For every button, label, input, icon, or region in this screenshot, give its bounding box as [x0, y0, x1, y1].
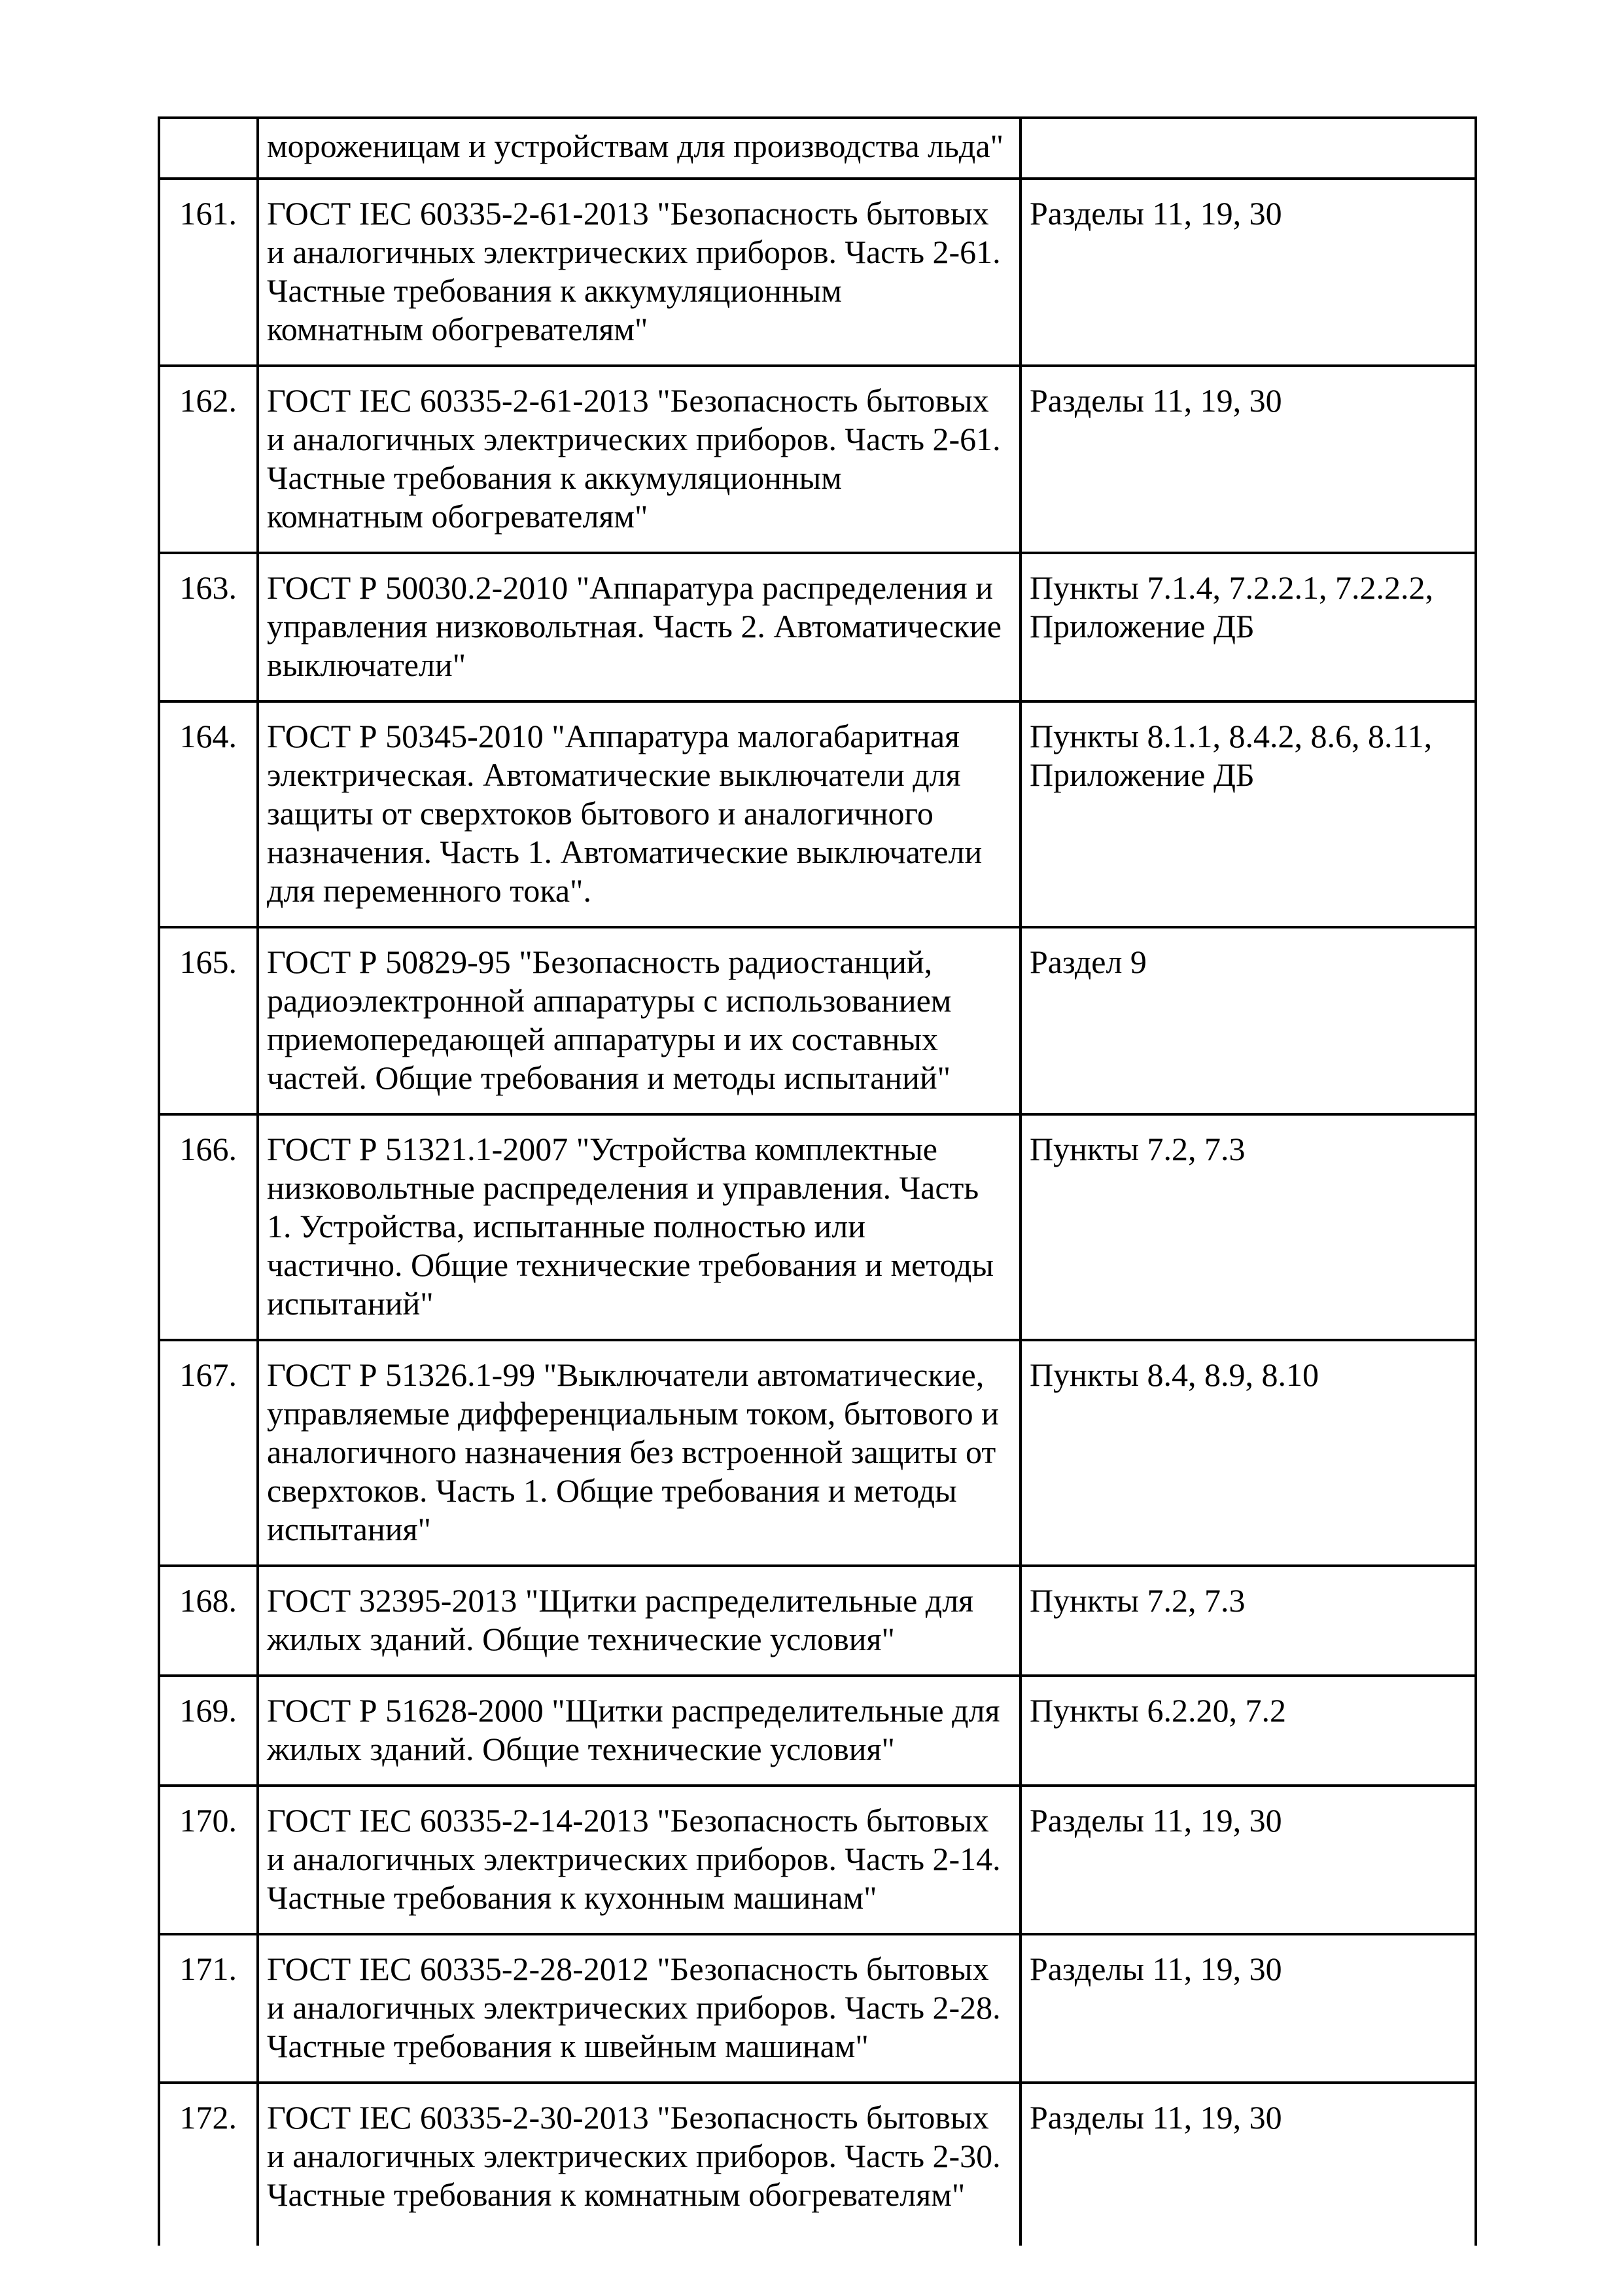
- table-row: [159, 179, 1476, 366]
- standard-title: [258, 2083, 1021, 2246]
- row-number: 161.: [159, 179, 258, 366]
- standard-title-line: испытаний": [267, 1285, 434, 1322]
- row-number: 167.: [159, 1340, 258, 1566]
- standard-title-line: выключатели": [267, 646, 466, 683]
- sections-line: Приложение ДБ: [1030, 608, 1255, 645]
- sections-cell: Пункты 7.2, 7.3: [1021, 1566, 1476, 1676]
- standard-title: [258, 118, 1021, 179]
- row-number: 163.: [159, 553, 258, 701]
- standard-title-line: частично. Общие технические требования и методы: [267, 1246, 994, 1283]
- sections-cell: [1021, 118, 1476, 179]
- table-row: [159, 1114, 1476, 1340]
- standard-title: [258, 1786, 1021, 1934]
- sections-cell: Разделы 11, 19, 30: [1021, 179, 1476, 366]
- table-row: [159, 1786, 1476, 1934]
- standard-title-line: ГОСТ IEC 60335-2-61-2013 "Безопасность бытовых: [267, 195, 989, 232]
- standard-title: [258, 1114, 1021, 1340]
- standard-title-line: ГОСТ Р 50829-95 "Безопасность радиостанций,: [267, 944, 933, 980]
- standard-title-line: ГОСТ IEC 60335-2-61-2013 "Безопасность бытовых: [267, 382, 989, 419]
- table-row-continuation: [159, 118, 1476, 179]
- table-row: [159, 553, 1476, 701]
- standard-title: [258, 1934, 1021, 2083]
- table-row: [159, 1340, 1476, 1566]
- row-number: 168.: [159, 1566, 258, 1676]
- table-row: [159, 2083, 1476, 2246]
- sections-cell: Разделы 11, 19, 30: [1021, 1934, 1476, 2083]
- standard-title-line: жилых зданий. Общие технические условия": [267, 1621, 895, 1657]
- sections-cell: Пункты 6.2.20, 7.2: [1021, 1676, 1476, 1786]
- sections-cell: Пункты 7.2, 7.3: [1021, 1114, 1476, 1340]
- row-number: 169.: [159, 1676, 258, 1786]
- row-number: 162.: [159, 366, 258, 553]
- standard-title-line: мороженицам и устройствам для производства льда": [267, 128, 1003, 164]
- standard-title: [258, 927, 1021, 1114]
- standard-title-line: ГОСТ Р 50030.2-2010 "Аппаратура распределения и: [267, 569, 993, 606]
- row-number: 170.: [159, 1786, 258, 1934]
- standard-title-line: радиоэлектронной аппаратуры с использованием: [267, 982, 952, 1019]
- standard-title-line: испытания": [267, 1511, 431, 1547]
- standard-title-line: аналогичного назначения без встроенной защиты от: [267, 1434, 996, 1470]
- row-number: 172.: [159, 2083, 258, 2246]
- standard-title-line: электрическая. Автоматические выключатели для: [267, 756, 961, 793]
- standard-title-line: сверхтоков. Часть 1. Общие требования и методы: [267, 1472, 957, 1509]
- standard-title-line: и аналогичных электрических приборов. Часть 2-14.: [267, 1841, 1001, 1877]
- standard-title: [258, 701, 1021, 927]
- standard-title-line: и аналогичных электрических приборов. Часть 2-61.: [267, 234, 1001, 270]
- standard-title-line: комнатным обогревателям": [267, 311, 648, 347]
- standard-title-line: ГОСТ Р 51326.1-99 "Выключатели автоматические,: [267, 1356, 985, 1393]
- standard-title-line: приемопередающей аппаратуры и их составных: [267, 1021, 938, 1057]
- sections-cell: [1021, 553, 1476, 701]
- sections-cell: [1021, 701, 1476, 927]
- sections-cell: Раздел 9: [1021, 927, 1476, 1114]
- standard-title-line: ГОСТ Р 51321.1-2007 "Устройства комплектные: [267, 1131, 937, 1167]
- standard-title-line: управляемые дифференциальным током, бытового и: [267, 1395, 999, 1432]
- row-number: 165.: [159, 927, 258, 1114]
- standards-table: [158, 116, 1477, 2246]
- standard-title: [258, 1676, 1021, 1786]
- standard-title-line: и аналогичных электрических приборов. Часть 2-30.: [267, 2138, 1001, 2174]
- row-number: [159, 118, 258, 179]
- standard-title-line: Частные требования к кухонным машинам": [267, 1879, 877, 1916]
- standard-title-line: ГОСТ 32395-2013 "Щитки распределительные для: [267, 1582, 974, 1619]
- table-row: [159, 366, 1476, 553]
- standard-title: [258, 179, 1021, 366]
- standard-title-line: жилых зданий. Общие технические условия": [267, 1731, 895, 1767]
- sections-cell: Разделы 11, 19, 30: [1021, 1786, 1476, 1934]
- standard-title-line: и аналогичных электрических приборов. Часть 2-61.: [267, 421, 1001, 457]
- standard-title-line: комнатным обогревателям": [267, 498, 648, 535]
- standard-title-line: частей. Общие требования и методы испытаний": [267, 1059, 951, 1096]
- standard-title-line: для переменного тока".: [267, 872, 591, 909]
- standard-title-line: 1. Устройства, испытанные полностью или: [267, 1208, 865, 1245]
- standard-title-line: Частные требования к комнатным обогревателям": [267, 2176, 966, 2213]
- standard-title: [258, 1340, 1021, 1566]
- standard-title-line: управления низковольтная. Часть 2. Автоматические: [267, 608, 1002, 645]
- sections-line: Пункты 8.1.1, 8.4.2, 8.6, 8.11,: [1030, 718, 1433, 754]
- standard-title-line: Частные требования к швейным машинам": [267, 2028, 869, 2064]
- standard-title-line: ГОСТ IEC 60335-2-14-2013 "Безопасность бытовых: [267, 1802, 989, 1839]
- sections-cell: Разделы 11, 19, 30: [1021, 366, 1476, 553]
- row-number: 166.: [159, 1114, 258, 1340]
- standard-title: [258, 1566, 1021, 1676]
- standard-title-line: Частные требования к аккумуляционным: [267, 272, 842, 309]
- standard-title-line: ГОСТ IEC 60335-2-30-2013 "Безопасность бытовых: [267, 2099, 989, 2136]
- table-row: [159, 1934, 1476, 2083]
- standard-title-line: назначения. Часть 1. Автоматические выключатели: [267, 834, 983, 870]
- sections-line: Пункты 7.1.4, 7.2.2.1, 7.2.2.2,: [1030, 569, 1433, 606]
- sections-cell: Разделы 11, 19, 30: [1021, 2083, 1476, 2246]
- standard-title-line: ГОСТ Р 50345-2010 "Аппаратура малогабаритная: [267, 718, 960, 754]
- table-row: [159, 1566, 1476, 1676]
- standard-title: [258, 553, 1021, 701]
- table-row: [159, 1676, 1476, 1786]
- standard-title-line: ГОСТ Р 51628-2000 "Щитки распределительные для: [267, 1692, 1000, 1729]
- sections-line: Приложение ДБ: [1030, 756, 1255, 793]
- row-number: 164.: [159, 701, 258, 927]
- standard-title: [258, 366, 1021, 553]
- standard-title-line: ГОСТ IEC 60335-2-28-2012 "Безопасность бытовых: [267, 1951, 989, 1987]
- standard-title-line: низковольтные распределения и управления. Часть: [267, 1169, 979, 1206]
- row-number: 171.: [159, 1934, 258, 2083]
- table-row: [159, 701, 1476, 927]
- table-row: [159, 927, 1476, 1114]
- standard-title-line: Частные требования к аккумуляционным: [267, 459, 842, 496]
- sections-cell: Пункты 8.4, 8.9, 8.10: [1021, 1340, 1476, 1566]
- standard-title-line: защиты от сверхтоков бытового и аналогичного: [267, 795, 934, 832]
- standard-title-line: и аналогичных электрических приборов. Часть 2-28.: [267, 1989, 1001, 2026]
